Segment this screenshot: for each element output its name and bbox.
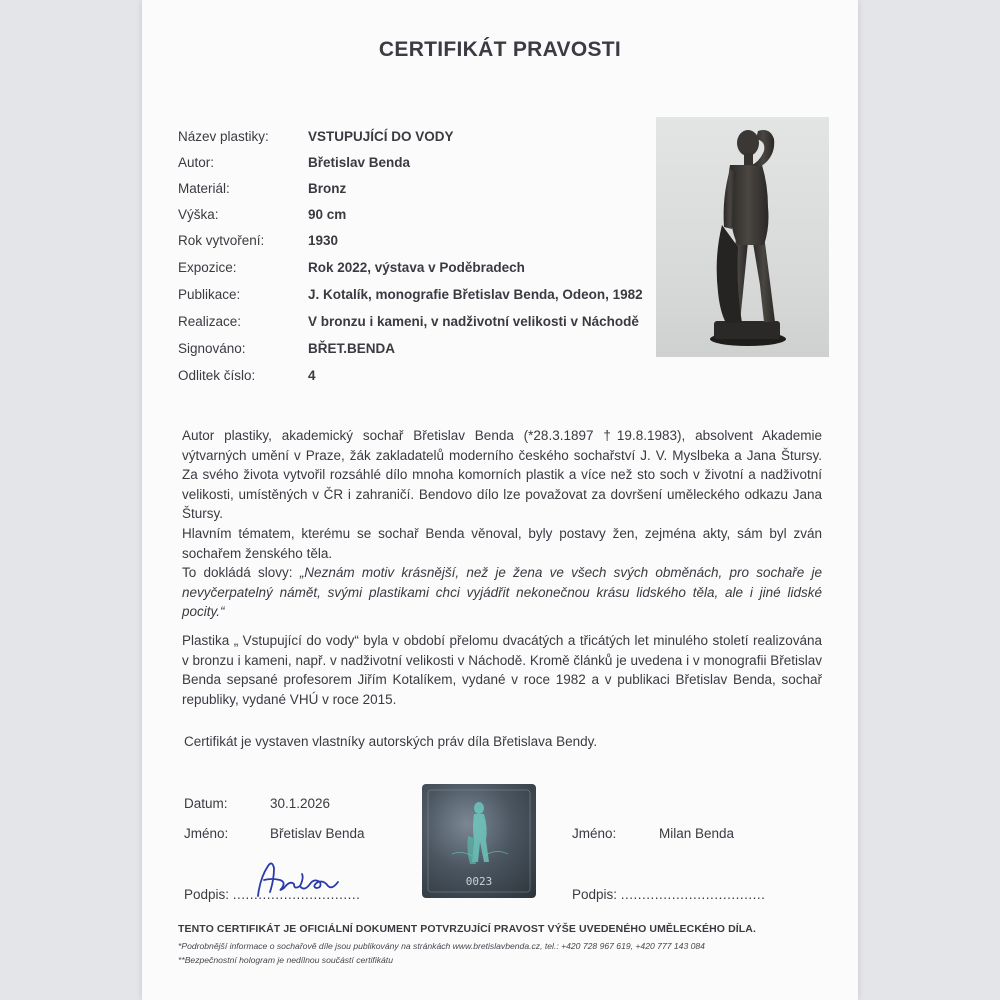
spec-label: Realizace:: [178, 314, 242, 329]
spec-label: Rok vytvoření:: [178, 233, 265, 248]
footer-statement: TENTO CERTIFIKÁT JE OFICIÁLNÍ DOKUMENT POTVRZUJÍCÍ PRAVOST VÝŠE UVEDENÉHO UMĚLECKÉHO DÍLA.: [178, 923, 756, 935]
spec-label: Materiál:: [178, 181, 230, 196]
spec-value: BŘET.BENDA: [308, 341, 396, 356]
spec-label: Výška:: [178, 207, 219, 222]
sign-label-text: Podpis:: [184, 887, 230, 902]
paragraph-sculpture: Plastika „ Vstupující do vody“ byla v období přelomu dvacátých a třicátých let minulého století realizována v bronzu i kameni, např. v nadživotní velikosti v Náchodě. Kromě článků je uvedena i v monografii Břetislav Benda sepsané profesorem Jiřím Kotalíkem, vydané v roce 1982 a v publikaci Břetislav Benda, sochař republiky, vydané VHÚ v roce 2015.: [182, 632, 822, 707]
right-name-label: Jméno:: [572, 826, 617, 841]
spec-value: VSTUPUJÍCÍ DO VODY: [308, 129, 454, 144]
spec-value: J. Kotalík, monografie Břetislav Benda, Odeon, 1982: [308, 287, 643, 302]
sign-label-text: Podpis:: [572, 887, 618, 902]
spec-value: 90 cm: [308, 207, 347, 222]
spec-value: Rok 2022, výstava v Poděbradech: [308, 260, 525, 275]
security-hologram: [422, 784, 536, 898]
issued-by-statement: Certifikát je vystaven vlastníky autorských práv díla Břetislava Bendy.: [184, 734, 598, 749]
spec-value: 4: [308, 368, 316, 383]
left-name-label: Jméno:: [184, 826, 229, 841]
sculpture-photo: [656, 117, 829, 357]
paragraph-biography: Autor plastiky, akademický sochař Břetislav Benda (*28.3.1897 †19.8.1983), absolvent Akademie výtvarných umění v Praze, žák zakladatelů moderního českého sochařství J. V. Myslbeka a Jana Štursy. Za svého života vytvořil rozsáhlé dílo mnoha komorních plastik a více než sto soch v životní a nadživotní velikosti, umístěných v ČR i zahraničí. Bendovo dílo lze považovat za dovršení uměleckého odkazu Jana Štursy.: [182, 428, 822, 522]
handwritten-signature: [250, 858, 348, 900]
certificate-page: [142, 0, 858, 1000]
signature-line: ..................................: [620, 887, 766, 902]
quote-text: „Neznám motiv krásnější, než je žena ve všech svých obměnách, pro sochaře je nevyčerpatelný námět, svými plastikami chci vyjádřit nekonečnou krásu lidského těla, ale i jiné lidské pocity.“: [182, 565, 822, 620]
spec-label: Odlitek číslo:: [178, 368, 256, 383]
date-value: 30.1.2026: [270, 796, 331, 811]
paragraph-quote: [182, 563, 822, 622]
left-name-value: Břetislav Benda: [270, 826, 365, 841]
footer-hologram-note: **Bezpečnostní hologram je nedílnou součástí certifikátu: [178, 955, 393, 965]
body-text: [182, 426, 822, 709]
spec-value: Břetislav Benda: [308, 155, 411, 170]
paragraph-theme: Hlavním tématem, kterému se sochař Benda věnoval, byly postavy žen, zejména akty, sám byl zván sochařem ženského těla.: [182, 525, 822, 561]
signature-line: ..............................: [232, 887, 361, 902]
spec-value: V bronzu i kameni, v nadživotní velikosti v Náchodě: [308, 314, 639, 329]
quote-intro: To dokládá slovy:: [182, 565, 300, 581]
right-name-value: Milan Benda: [659, 826, 735, 841]
footer-contact-note: *Podrobnější informace o sochařově díle jsou publikovány na stránkách www.bretislavbenda.cz, tel.: +420 728 967 619, +420 777 143 084: [178, 941, 705, 951]
spec-value: 1930: [308, 233, 339, 248]
spec-label: Signováno:: [178, 341, 246, 356]
sculpture-figure-icon: [656, 117, 829, 357]
date-label: Datum:: [184, 796, 228, 811]
spec-label: Expozice:: [178, 260, 237, 275]
hologram-number: 0023: [465, 875, 493, 888]
spec-value: Bronz: [308, 181, 347, 196]
certificate-title: CERTIFIKÁT PRAVOSTI: [378, 38, 622, 61]
spec-label: Autor:: [178, 155, 215, 170]
spec-label: Publikace:: [178, 287, 241, 302]
right-sign-label: [572, 887, 765, 902]
spec-label: Název plastiky:: [178, 129, 269, 144]
